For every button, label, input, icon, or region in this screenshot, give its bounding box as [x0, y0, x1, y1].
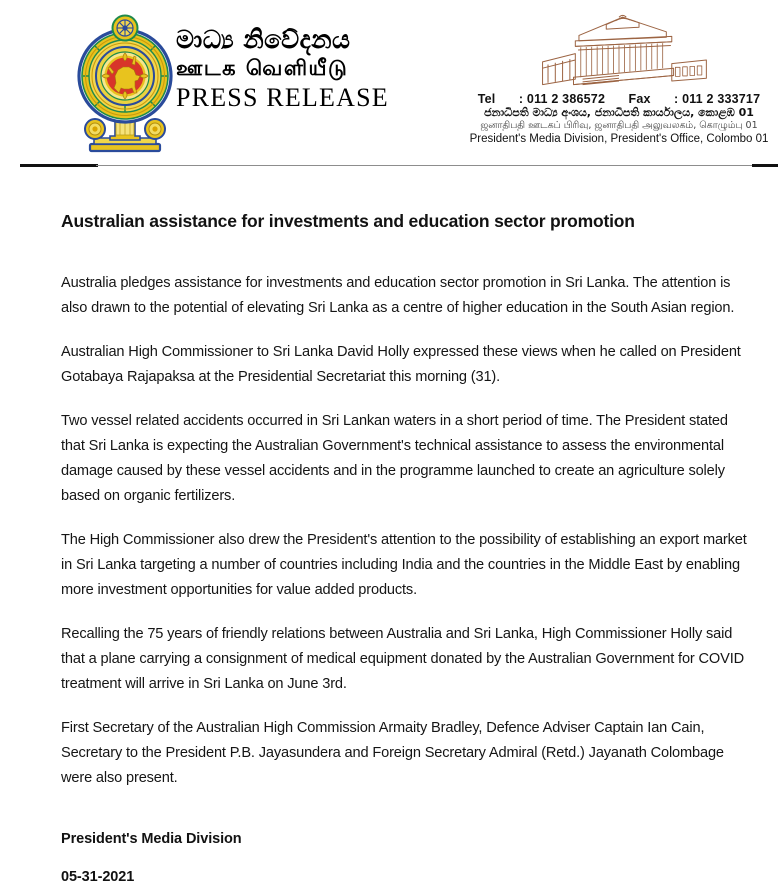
- signoff-block: [61, 831, 750, 885]
- body-paragraph: Australia pledges assistance for investments and education sector promotion in Sri Lanka. The attention is also drawn to the potential of elevating Sri Lanka as a centre of higher education in the South Asian region.: [61, 274, 735, 316]
- body-paragraph: Recalling the 75 years of friendly relations between Australia and Sri Lanka, High Commissioner Holly said that a plane carrying a consignment of medical equipment donated by the Australian Government for COVID treatment will arrive in Sri Lanka on June 3rd.: [61, 625, 745, 692]
- fax-colon: :: [674, 92, 679, 106]
- sri-lanka-national-emblem-icon: [72, 14, 178, 156]
- fax-label: Fax: [628, 92, 651, 106]
- masthead-english-title: PRESS RELEASE: [176, 83, 389, 113]
- presidential-secretariat-building-icon: [469, 12, 769, 90]
- page-header: [0, 0, 781, 165]
- tel-label: Tel: [477, 92, 496, 106]
- tel-colon: :: [518, 92, 524, 106]
- tel-number: 011 2 386572: [526, 92, 606, 106]
- body-paragraph: Australian High Commissioner to Sri Lanka David Holly expressed these views when he called on President Gotabaya Rajapaksa at the Presidential Secretariat this morning (31).: [61, 343, 741, 385]
- page-title: Australian assistance for investments and education sector promotion: [61, 211, 635, 231]
- telephone-fax-line: [469, 92, 769, 106]
- masthead: [176, 26, 406, 113]
- masthead-sinhala-title: මාධ්‍ය නිවේදනය: [176, 25, 351, 54]
- document-body: [0, 165, 781, 885]
- body-paragraph: Two vessel related accidents occurred in Sri Lankan waters in a short period of time. The President stated that Sri Lanka is expecting the Australian Government's technical assistance to assess the environmental damage caused by these vessel accidents and in the programme launched to create an agriculture solely based on organic fertilizers.: [61, 412, 728, 504]
- contact-block: [469, 12, 769, 147]
- masthead-tamil-title: ஊடக வெளியீடு: [176, 56, 349, 80]
- press-release-content: [0, 165, 781, 885]
- signoff-date: 05-31-2021: [61, 868, 135, 885]
- paragraph-list: [61, 271, 750, 791]
- address-tamil: ஜனாதிபதி ஊடகப் பிரிவு, ஜனாதிபதி அலுவலகம், கொழும்பு 01: [480, 119, 758, 131]
- fax-number: 011 2 333717: [682, 92, 761, 106]
- address-english: President's Media Division, President's Office, Colombo 01: [469, 132, 769, 145]
- signoff-organisation: President's Media Division: [61, 830, 242, 847]
- body-paragraph: First Secretary of the Australian High Commission Armaity Bradley, Defence Adviser Captain Ian Cain, Secretary to the President P.B. Jayasundera and Foreign Secretary Admiral (Retd.) Jayanath Colombage were also present.: [61, 719, 724, 786]
- address-sinhala: ජනාධිපති මාධ්‍ය අංශය, ජනාධිපති කාර්යාලය, කොළඹ 01: [484, 106, 754, 119]
- body-paragraph: The High Commissioner also drew the President's attention to the possibility of establishing an export market in Sri Lanka targeting a number of countries including India and the countries in the Middle East by enabling more investment opportunities for value added products.: [61, 531, 747, 598]
